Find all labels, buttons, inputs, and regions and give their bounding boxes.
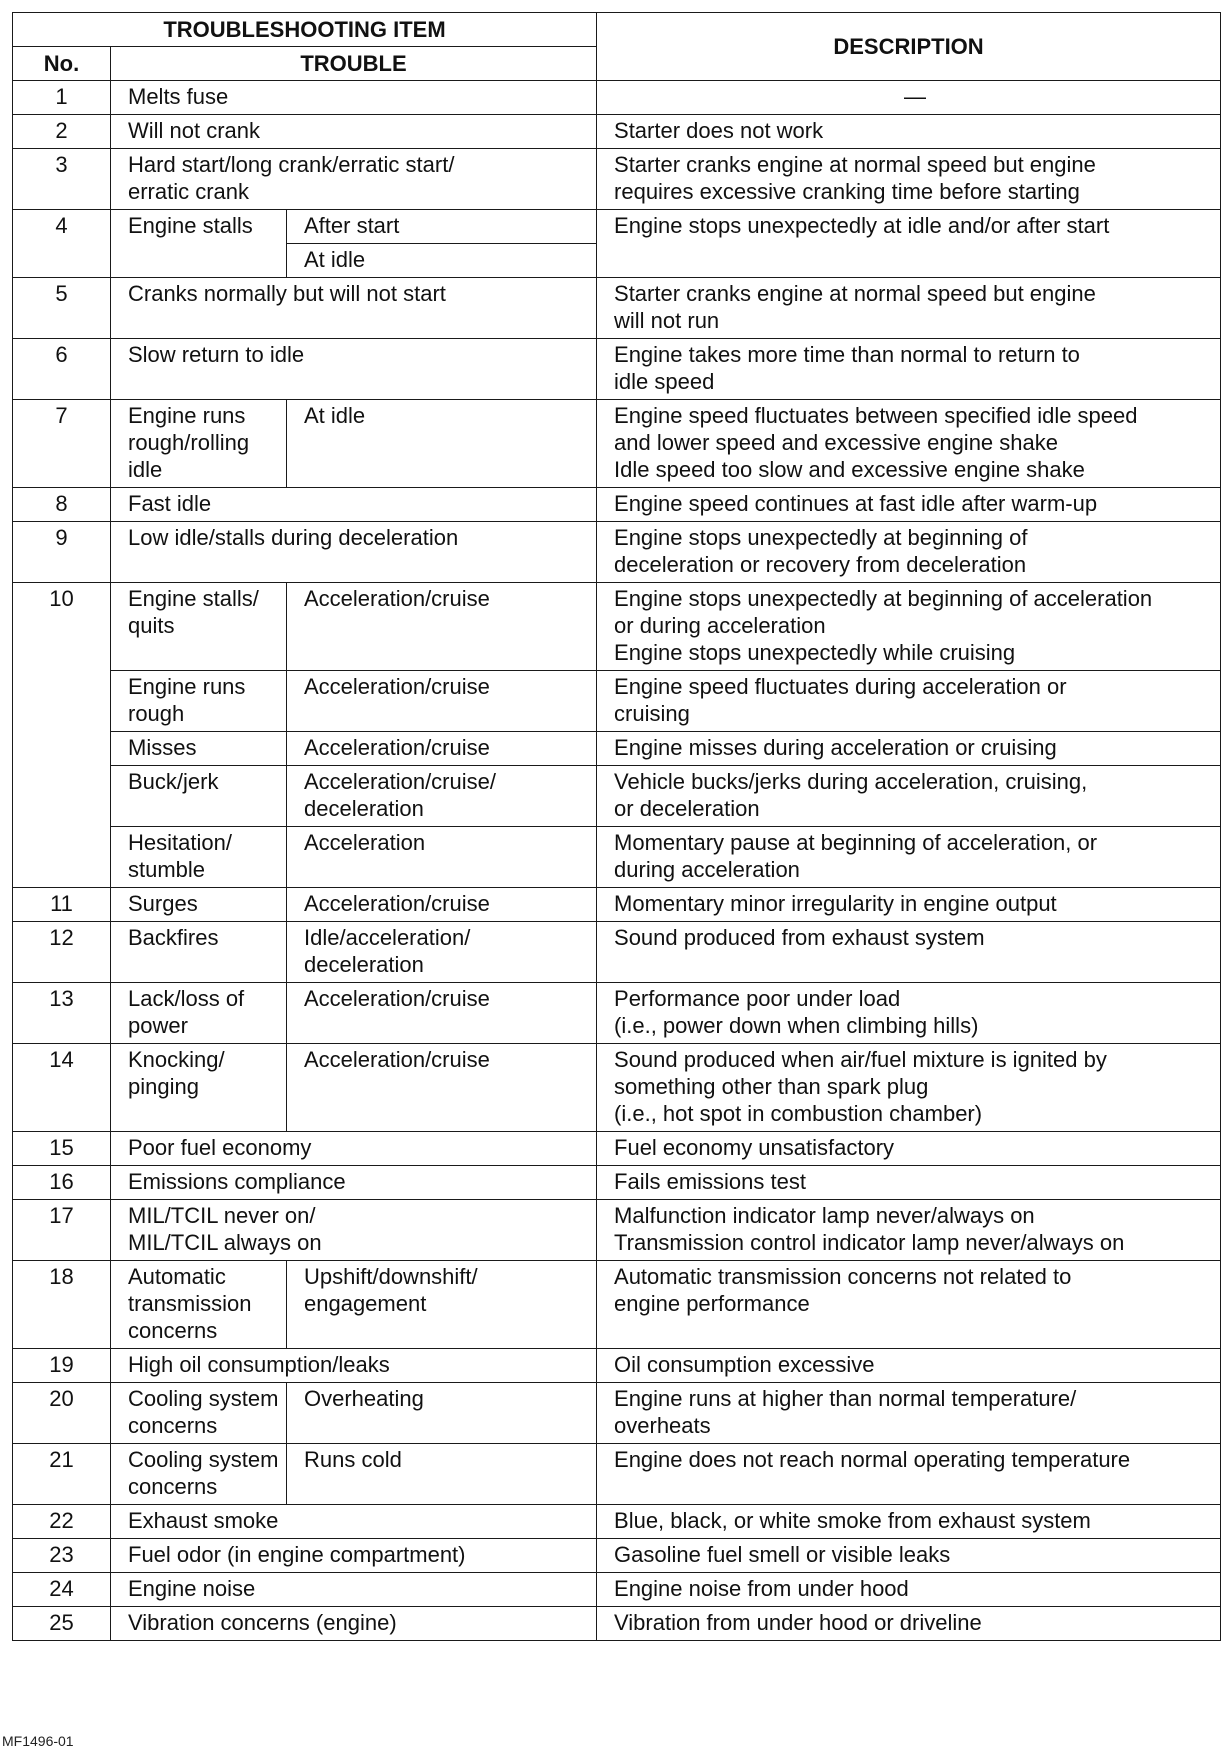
no-header: No.: [13, 47, 111, 81]
trouble-cell: Engine runs rough: [111, 671, 287, 732]
row-number: 19: [13, 1349, 111, 1383]
trouble-cell: Slow return to idle: [111, 339, 597, 400]
row-number: 3: [13, 149, 111, 210]
description-cell: Engine stops unexpectedly at beginning of acceleration or during acceleration Engine stops unexpectedly while cruising: [597, 583, 1221, 671]
table-row: [13, 1573, 1221, 1607]
description-cell: Blue, black, or white smoke from exhaust system: [597, 1505, 1221, 1539]
condition-cell: Acceleration/cruise: [287, 583, 597, 671]
table-row: [13, 732, 1221, 766]
condition-cell: At idle: [287, 244, 597, 278]
row-number: 13: [13, 983, 111, 1044]
table-row: [13, 210, 1221, 244]
table-row: [13, 983, 1221, 1044]
condition-cell: After start: [287, 210, 597, 244]
trouble-cell: Engine stalls: [111, 210, 287, 278]
table-row: [13, 488, 1221, 522]
trouble-cell: Knocking/ pinging: [111, 1044, 287, 1132]
trouble-cell: Emissions compliance: [111, 1166, 597, 1200]
table-row: [13, 1044, 1221, 1132]
trouble-cell: Fast idle: [111, 488, 597, 522]
condition-cell: Idle/acceleration/ deceleration: [287, 922, 597, 983]
description-cell: Starter cranks engine at normal speed but engine will not run: [597, 278, 1221, 339]
description-cell: Engine stops unexpectedly at idle and/or after start: [597, 210, 1221, 278]
trouble-cell: Cranks normally but will not start: [111, 278, 597, 339]
table-row: [13, 827, 1221, 888]
table-row: [13, 149, 1221, 210]
row-number: 2: [13, 115, 111, 149]
description-header: DESCRIPTION: [597, 13, 1221, 81]
row-number: 25: [13, 1607, 111, 1641]
trouble-cell: Engine stalls/ quits: [111, 583, 287, 671]
description-cell: Engine runs at higher than normal temperature/ overheats: [597, 1383, 1221, 1444]
description-cell: Malfunction indicator lamp never/always on Transmission control indicator lamp never/always on: [597, 1200, 1221, 1261]
table-row: [13, 1444, 1221, 1505]
table-row: [13, 339, 1221, 400]
row-number: 22: [13, 1505, 111, 1539]
trouble-cell: Surges: [111, 888, 287, 922]
description-cell: Engine stops unexpectedly at beginning of deceleration or recovery from deceleration: [597, 522, 1221, 583]
condition-cell: Acceleration/cruise: [287, 983, 597, 1044]
trouble-cell: Engine noise: [111, 1573, 597, 1607]
row-number: 24: [13, 1573, 111, 1607]
description-cell: Gasoline fuel smell or visible leaks: [597, 1539, 1221, 1573]
description-cell: Engine takes more time than normal to return to idle speed: [597, 339, 1221, 400]
description-cell: Engine misses during acceleration or cruising: [597, 732, 1221, 766]
row-number: 14: [13, 1044, 111, 1132]
description-cell: Engine speed fluctuates between specified idle speed and lower speed and excessive engine shake Idle speed too slow and excessive engine shake: [597, 400, 1221, 488]
trouble-cell: Cooling system concerns: [111, 1383, 287, 1444]
trouble-cell: Poor fuel economy: [111, 1132, 597, 1166]
description-cell: Automatic transmission concerns not related to engine performance: [597, 1261, 1221, 1349]
row-number: 7: [13, 400, 111, 488]
table-row: [13, 766, 1221, 827]
table-row: [13, 583, 1221, 671]
condition-cell: Acceleration/cruise: [287, 671, 597, 732]
trouble-cell: Backfires: [111, 922, 287, 983]
description-cell: Engine speed continues at fast idle after warm-up: [597, 488, 1221, 522]
description-cell: Fuel economy unsatisfactory: [597, 1132, 1221, 1166]
condition-cell: Overheating: [287, 1383, 597, 1444]
table-row: [13, 1261, 1221, 1349]
row-number: 9: [13, 522, 111, 583]
row-number: 12: [13, 922, 111, 983]
table-body: [13, 81, 1221, 1641]
table-row: [13, 1505, 1221, 1539]
trouble-cell: Vibration concerns (engine): [111, 1607, 597, 1641]
table-row: [13, 400, 1221, 488]
trouble-cell: Buck/jerk: [111, 766, 287, 827]
figure-id: MF1496-01: [2, 1733, 74, 1749]
condition-cell: Upshift/downshift/ engagement: [287, 1261, 597, 1349]
description-cell: Sound produced when air/fuel mixture is ignited by something other than spark plug (i.e., hot spot in combustion chamber): [597, 1044, 1221, 1132]
description-cell: Momentary minor irregularity in engine output: [597, 888, 1221, 922]
description-cell: Starter does not work: [597, 115, 1221, 149]
table-row: [13, 1349, 1221, 1383]
table-row: [13, 1200, 1221, 1261]
trouble-cell: Fuel odor (in engine compartment): [111, 1539, 597, 1573]
table-row: [13, 522, 1221, 583]
description-cell: Starter cranks engine at normal speed but engine requires excessive cranking time before starting: [597, 149, 1221, 210]
trouble-cell: Engine runs rough/rolling idle: [111, 400, 287, 488]
description-cell: Vibration from under hood or driveline: [597, 1607, 1221, 1641]
description-cell: Momentary pause at beginning of acceleration, or during acceleration: [597, 827, 1221, 888]
description-cell: Engine speed fluctuates during acceleration or cruising: [597, 671, 1221, 732]
trouble-cell: High oil consumption/leaks: [111, 1349, 597, 1383]
condition-cell: Acceleration: [287, 827, 597, 888]
condition-cell: Acceleration/cruise: [287, 888, 597, 922]
description-cell: Performance poor under load (i.e., power down when climbing hills): [597, 983, 1221, 1044]
condition-cell: Runs cold: [287, 1444, 597, 1505]
trouble-cell: MIL/TCIL never on/ MIL/TCIL always on: [111, 1200, 597, 1261]
trouble-cell: Low idle/stalls during deceleration: [111, 522, 597, 583]
row-number: 16: [13, 1166, 111, 1200]
trouble-cell: Lack/loss of power: [111, 983, 287, 1044]
table-row: [13, 1166, 1221, 1200]
row-number: 11: [13, 888, 111, 922]
row-number: 21: [13, 1444, 111, 1505]
description-cell: Engine does not reach normal operating temperature: [597, 1444, 1221, 1505]
description-cell: Fails emissions test: [597, 1166, 1221, 1200]
description-cell: —: [597, 81, 1221, 115]
row-number: 23: [13, 1539, 111, 1573]
table-row: [13, 888, 1221, 922]
row-number: 17: [13, 1200, 111, 1261]
condition-cell: Acceleration/cruise: [287, 732, 597, 766]
table-row: [13, 278, 1221, 339]
table-row: [13, 115, 1221, 149]
row-number: 6: [13, 339, 111, 400]
row-number: 8: [13, 488, 111, 522]
description-cell: Oil consumption excessive: [597, 1349, 1221, 1383]
trouble-cell: Will not crank: [111, 115, 597, 149]
row-number: 5: [13, 278, 111, 339]
table-row: [13, 81, 1221, 115]
condition-cell: Acceleration/cruise: [287, 1044, 597, 1132]
row-number: 1: [13, 81, 111, 115]
table-row: [13, 922, 1221, 983]
trouble-cell: Hard start/long crank/erratic start/ erratic crank: [111, 149, 597, 210]
condition-cell: Acceleration/cruise/ deceleration: [287, 766, 597, 827]
trouble-cell: Cooling system concerns: [111, 1444, 287, 1505]
trouble-header: TROUBLE: [111, 47, 597, 81]
row-number: 4: [13, 210, 111, 278]
trouble-cell: Exhaust smoke: [111, 1505, 597, 1539]
trouble-cell: Melts fuse: [111, 81, 597, 115]
row-number: 10: [13, 583, 111, 888]
trouble-cell: Hesitation/ stumble: [111, 827, 287, 888]
description-cell: Vehicle bucks/jerks during acceleration, cruising, or deceleration: [597, 766, 1221, 827]
trouble-cell: Misses: [111, 732, 287, 766]
description-cell: Sound produced from exhaust system: [597, 922, 1221, 983]
description-cell: Engine noise from under hood: [597, 1573, 1221, 1607]
trouble-cell: Automatic transmission concerns: [111, 1261, 287, 1349]
table-row: [13, 1383, 1221, 1444]
row-number: 20: [13, 1383, 111, 1444]
table-row: [13, 1539, 1221, 1573]
condition-cell: At idle: [287, 400, 597, 488]
troubleshooting-item-header: TROUBLESHOOTING ITEM: [13, 13, 597, 47]
table-row: [13, 671, 1221, 732]
row-number: 18: [13, 1261, 111, 1349]
table-row: [13, 1132, 1221, 1166]
table-row: [13, 1607, 1221, 1641]
row-number: 15: [13, 1132, 111, 1166]
troubleshooting-table: [12, 12, 1221, 1641]
